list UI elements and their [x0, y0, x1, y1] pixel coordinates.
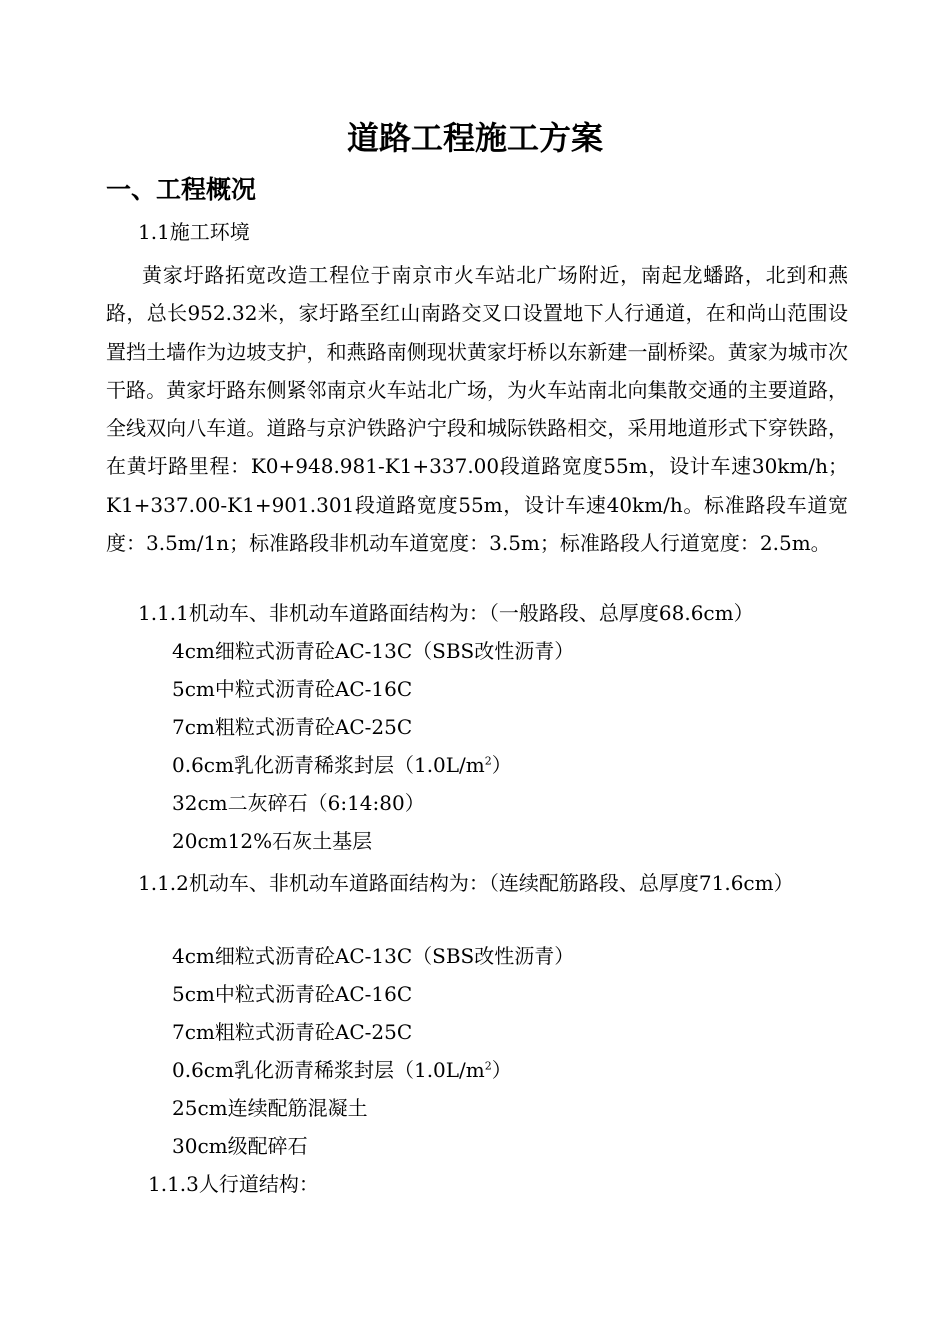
unit-superscript: 2: [484, 1059, 492, 1073]
seal-layer-text: 0.6cm乳化沥青稀浆封层（1.0L/m: [172, 1058, 485, 1082]
pavement-layer-item: 20cm12%石灰土基层: [172, 829, 373, 853]
pavement-layer-item: 30cm级配碎石: [172, 1134, 308, 1158]
pavement-layer-item: 32cm二灰碎石（6:14:80）: [172, 791, 425, 815]
section-heading-overview: 一、工程概况: [106, 175, 257, 204]
unit-superscript: 2: [484, 754, 492, 768]
seal-layer-close: ）: [491, 753, 512, 777]
subsection-heading-pavement-general: 1.1.1机动车、非机动车道路面结构为：（一般路段、总厚度68.6cm）: [138, 601, 754, 625]
pavement-layer-item: 4cm细粒式沥青砼AC-13C（SBS改性沥青）: [172, 639, 575, 663]
pavement-layer-item: [172, 1056, 512, 1084]
seal-layer-close: ）: [491, 1058, 512, 1082]
seal-layer-text: 0.6cm乳化沥青稀浆封层（1.0L/m: [172, 753, 485, 777]
pavement-layer-item: 7cm粗粒式沥青砼AC-25C: [172, 715, 413, 739]
pavement-layer-item: 7cm粗粒式沥青砼AC-25C: [172, 1020, 413, 1044]
pavement-layer-item: 25cm连续配筋混凝土: [172, 1096, 368, 1120]
project-description-paragraph: 黄家圩路拓宽改造工程位于南京市火车站北广场附近，南起龙蟠路，北到和燕路，总长952.32米，家圩路至红山南路交叉口设置地下人行通道，在和尚山范围设置挡土墙作为边坡支护，和燕路南侧现状黄家圩桥以东新建一副桥梁。黄家为城市次干路。黄家圩路东侧紧邻南京火车站北广场，为火车站南北向集散交通的主要道路，全线双向八车道。道路与京沪铁路沪宁段和城际铁路相交，采用地道形式下穿铁路，在黄圩路里程：K0+948.981-K1+337.00段道路宽度55m，设计车速30km/h；K1+337.00-K1+901.301段道路宽度55m，设计车速40km/h。标准路段车道宽度：3.5m/1n；标准路段非机动车道宽度：3.5m；标准路段人行道宽度：2.5m。: [106, 263, 848, 556]
pavement-layer-item: 4cm细粒式沥青砼AC-13C（SBS改性沥青）: [172, 944, 575, 968]
pavement-layer-item: 5cm中粒式沥青砼AC-16C: [172, 982, 413, 1006]
document-title: 道路工程施工方案: [346, 119, 603, 157]
pavement-layer-item: [172, 751, 512, 779]
pavement-layer-item: 5cm中粒式沥青砼AC-16C: [172, 677, 413, 701]
subsection-heading-construction-environment: 1.1施工环境: [138, 220, 250, 244]
subsection-heading-sidewalk: 1.1.3人行道结构：: [148, 1172, 319, 1196]
subsection-heading-pavement-crc: 1.1.2机动车、非机动车道路面结构为：（连续配筋路段、总厚度71.6cm）: [138, 871, 794, 895]
